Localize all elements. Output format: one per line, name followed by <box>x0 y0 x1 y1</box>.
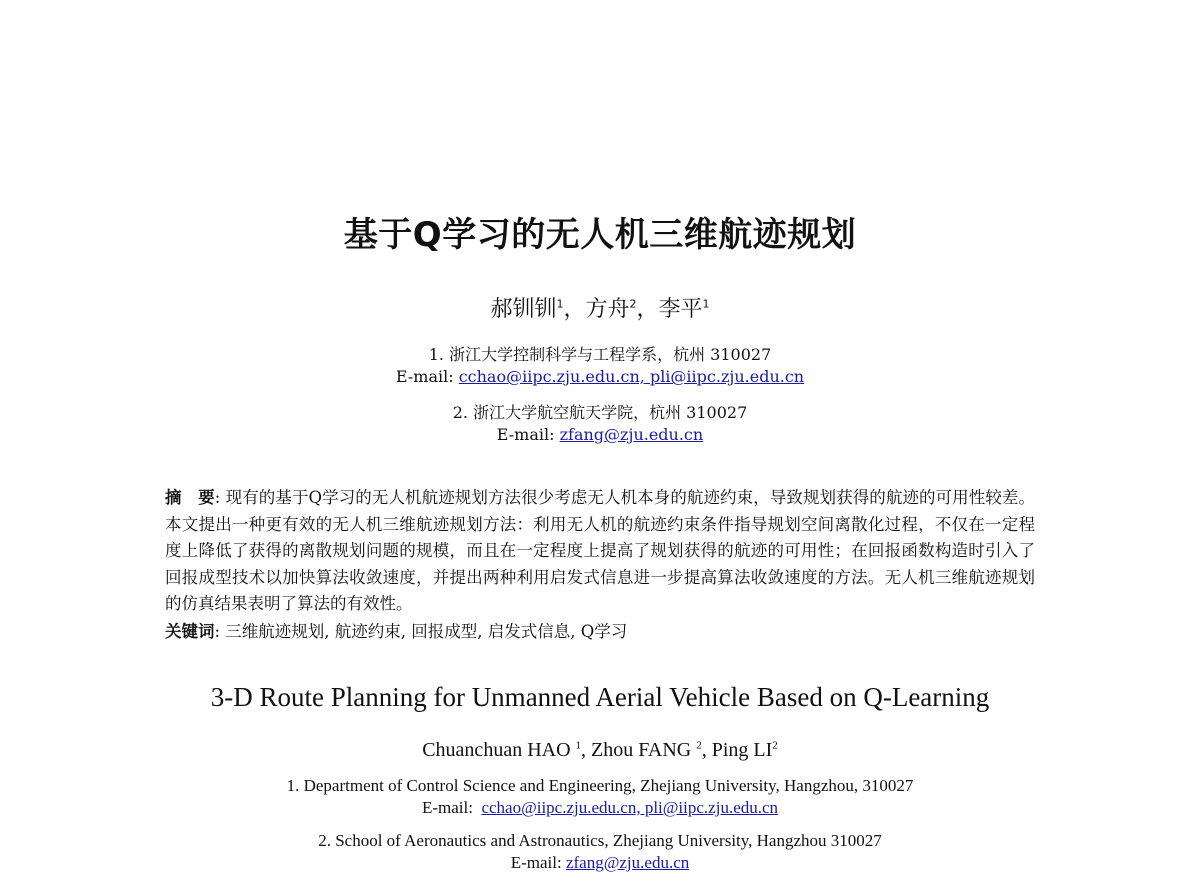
email-label: E-mail: <box>421 798 482 817</box>
author-name: 李平 <box>658 297 703 322</box>
keywords-cn <box>165 619 1035 645</box>
keywords-label: 关键词 <box>165 622 215 641</box>
author-separator: , <box>581 739 592 761</box>
author-name: 方舟 <box>585 297 630 322</box>
affiliation-line: 1. Department of Control Science and Engineering, Zhejiang University, Hangzhou, 310027 <box>286 776 914 795</box>
author-name: Zhou FANG <box>591 739 697 761</box>
author-affiliation-mark: 1 <box>702 297 710 311</box>
affiliation-en-1 <box>0 775 1200 819</box>
email-label: E-mail: <box>510 853 566 872</box>
author-list-cn <box>0 294 1200 326</box>
abstract-text: : 现有的基于Q学习的无人机航迹规划方法很少考虑无人机本身的航迹约束，导致规划获得的航迹的可用性较差。本文提出一种更有效的无人机三维航迹规划方法：利用无人机的航迹约束条件指导规划空间离散化过程，不仅在一定程度上降低了获得的离散规划问题的规模，而且在一定程度上提高了规划获得的航迹的可用性；在回报函数构造时引入了回报成型技术以加快算法收敛速度，并提出两种利用启发式信息进一步提高算法收敛速度的方法。无人机三维航迹规划的仿真结果表明了算法的有效性。 <box>165 488 1035 613</box>
affiliation-cn-2 <box>0 402 1200 446</box>
affiliation-cn-1 <box>0 344 1200 388</box>
author-affiliation-mark: 2 <box>629 297 637 311</box>
author-affiliation-mark: 1 <box>556 297 564 311</box>
email-line <box>0 366 1200 388</box>
email-link[interactable]: zfang@zju.edu.cn <box>559 425 704 444</box>
affiliation-line: 2. School of Aeronautics and Astronautics, Zhejiang University, Hangzhou 310027 <box>318 831 882 850</box>
keywords-text: : 三维航迹规划, 航迹约束, 回报成型, 启发式信息, Q学习 <box>214 622 628 641</box>
email-line <box>0 424 1200 446</box>
email-label: E-mail: <box>395 367 459 386</box>
abstract-cn <box>165 485 1035 618</box>
paper-title-en: 3-D Route Planning for Unmanned Aerial Vehicle Based on Q-Learning <box>210 682 990 712</box>
author-affiliation-mark: 2 <box>696 739 702 752</box>
author-affiliation-mark: 1 <box>575 739 582 752</box>
email-label: E-mail: <box>496 425 560 444</box>
email-link[interactable]: zfang@zju.edu.cn <box>565 853 690 872</box>
affiliation-line: 1. 浙江大学控制科学与工程学系，杭州 310027 <box>428 345 772 364</box>
author-name: Chuanchuan HAO <box>422 739 576 761</box>
affiliation-line: 2. 浙江大学航空航天学院，杭州 310027 <box>452 403 748 422</box>
email-link[interactable]: cchao@iipc.zju.edu.cn, pli@iipc.zju.edu.cn <box>481 798 779 817</box>
affiliation-en-2 <box>0 830 1200 874</box>
email-line <box>0 852 1200 874</box>
author-name: Ping LI <box>711 739 773 761</box>
author-separator: ， <box>636 297 659 322</box>
author-separator: , <box>701 739 712 761</box>
paper-title-cn: 基于Q学习的无人机三维航迹规划 <box>343 215 857 255</box>
abstract-label: 摘 要 <box>165 488 215 507</box>
email-line <box>0 797 1200 819</box>
author-name: 郝钏钏 <box>490 297 557 322</box>
author-separator: ， <box>563 297 586 322</box>
email-link[interactable]: cchao@iipc.zju.edu.cn, pli@iipc.zju.edu.cn <box>458 367 805 386</box>
author-affiliation-mark: 2 <box>772 739 778 752</box>
author-list-en <box>0 735 1200 765</box>
